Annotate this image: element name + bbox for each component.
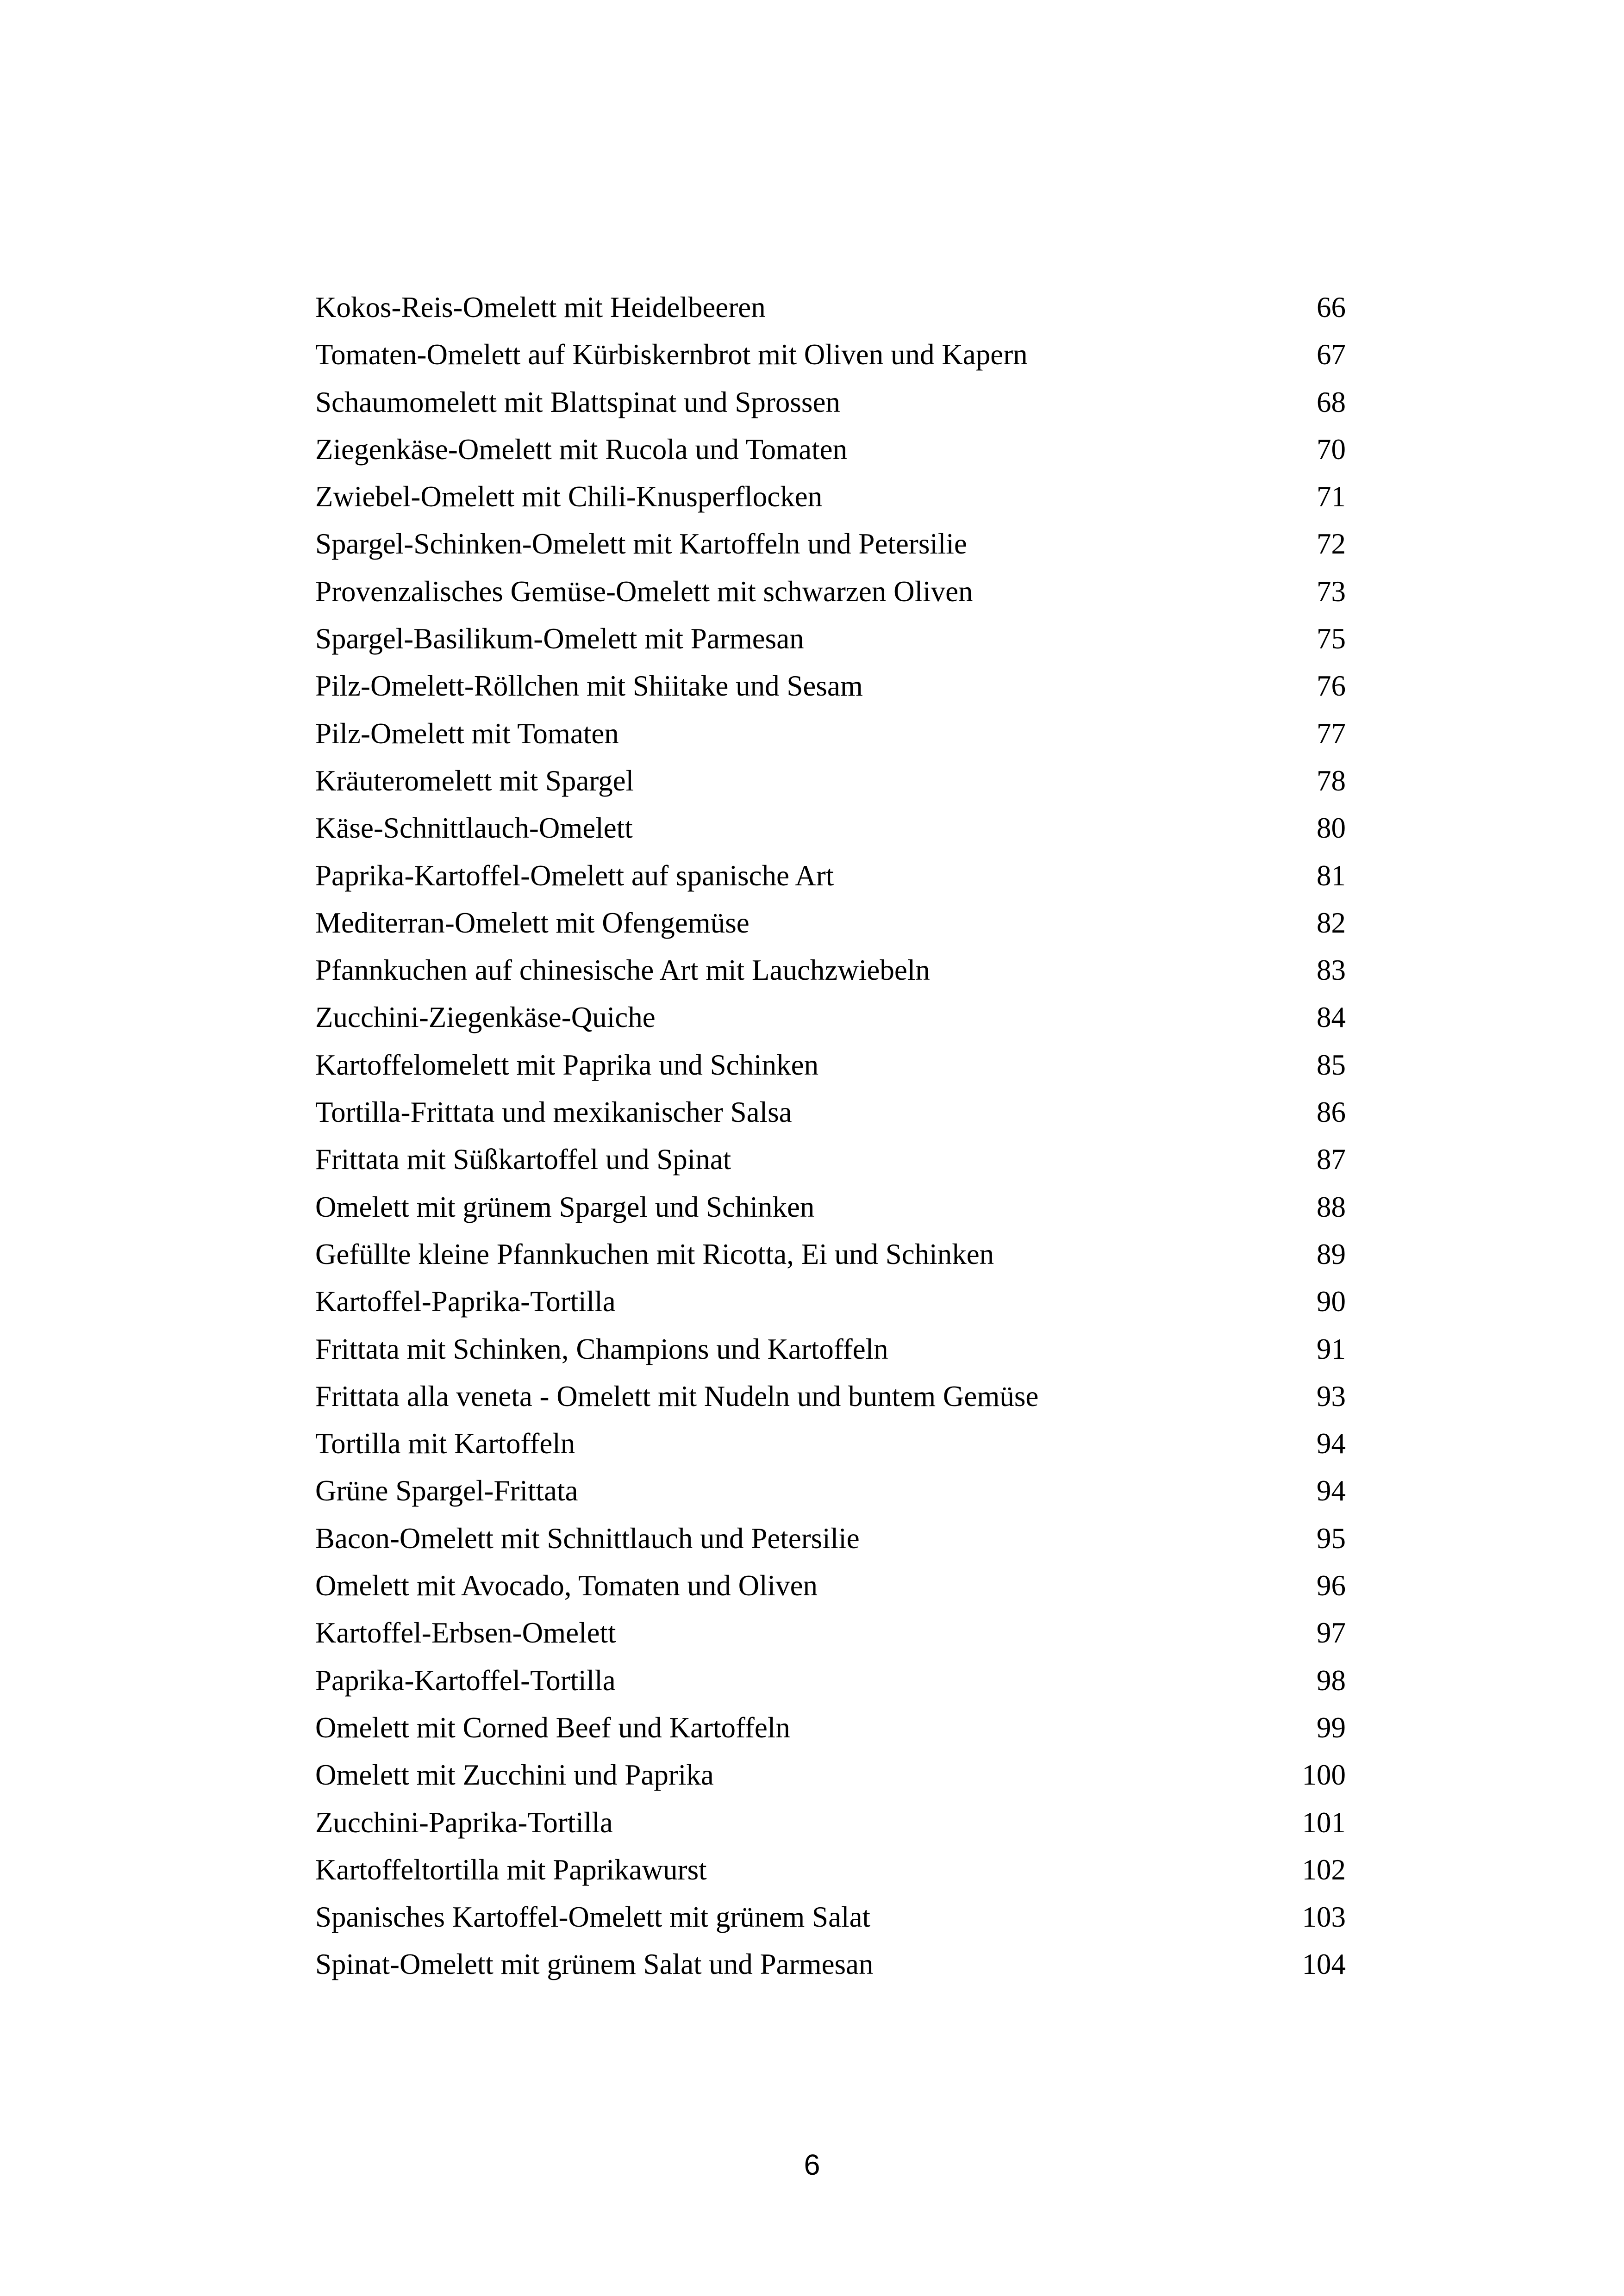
toc-entry-title: Kartoffeltortilla mit Paprikawurst [315, 1853, 707, 1886]
toc-entry[interactable] [315, 1237, 1346, 1284]
toc-entry-title: Kartoffel-Erbsen-Omelett [315, 1617, 616, 1649]
toc-entry-title: Bacon-Omelett mit Schnittlauch und Petersilie [315, 1522, 860, 1555]
toc-entry[interactable] [315, 1332, 1346, 1379]
toc-entry[interactable] [315, 1852, 1346, 1899]
toc-entry[interactable] [315, 1189, 1346, 1237]
toc-entry-page: 85 [1317, 1048, 1346, 1081]
toc-entry[interactable] [315, 1805, 1346, 1852]
toc-entry[interactable] [315, 1426, 1346, 1473]
toc-entry-page: 71 [1317, 480, 1346, 513]
toc-entry-title: Spargel-Basilikum-Omelett mit Parmesan [315, 622, 804, 655]
toc-entry[interactable] [315, 1473, 1346, 1520]
toc-entry-title: Tortilla mit Kartoffeln [315, 1427, 575, 1460]
toc-entry-page: 78 [1317, 764, 1346, 797]
toc-entry-page: 75 [1317, 622, 1346, 655]
toc-entry[interactable] [315, 1899, 1346, 1947]
toc-entry-page: 72 [1317, 528, 1346, 560]
toc-entry[interactable] [315, 1047, 1346, 1095]
toc-entry-page: 84 [1317, 1001, 1346, 1034]
toc-entry-page: 91 [1317, 1332, 1346, 1365]
toc-entry-page: 70 [1317, 433, 1346, 466]
table-of-contents [315, 290, 1346, 1994]
toc-entry[interactable] [315, 1757, 1346, 1804]
toc-entry-title: Frittata alla veneta - Omelett mit Nudeln und buntem Gemüse [315, 1380, 1039, 1412]
toc-entry-page: 93 [1317, 1380, 1346, 1412]
toc-entry[interactable] [315, 574, 1346, 621]
toc-entry-page: 99 [1317, 1711, 1346, 1744]
toc-entry-page: 83 [1317, 954, 1346, 987]
toc-entry[interactable] [315, 1521, 1346, 1568]
toc-entry-title: Omelett mit Corned Beef und Kartoffeln [315, 1711, 790, 1744]
toc-entry-title: Omelett mit grünem Spargel und Schinken [315, 1190, 815, 1223]
toc-entry[interactable] [315, 1142, 1346, 1189]
toc-entry[interactable] [315, 810, 1346, 858]
toc-entry[interactable] [315, 952, 1346, 1000]
toc-entry-title: Ziegenkäse-Omelett mit Rucola und Tomaten [315, 433, 848, 466]
toc-entry-page: 102 [1302, 1853, 1346, 1886]
toc-entry-page: 95 [1317, 1522, 1346, 1555]
toc-entry[interactable] [315, 1568, 1346, 1615]
toc-entry[interactable] [315, 905, 1346, 952]
toc-entry[interactable] [315, 290, 1346, 337]
toc-entry-title: Kräuteromelett mit Spargel [315, 764, 634, 797]
toc-entry-title: Kartoffelomelett mit Paprika und Schinken [315, 1048, 819, 1081]
toc-entry-page: 103 [1302, 1901, 1346, 1934]
toc-entry-title: Spanisches Kartoffel-Omelett mit grünem Salat [315, 1901, 871, 1934]
toc-entry-title: Paprika-Kartoffel-Tortilla [315, 1664, 616, 1697]
toc-entry-title: Gefüllte kleine Pfannkuchen mit Ricotta, Ei und Schinken [315, 1238, 994, 1270]
toc-entry[interactable] [315, 1663, 1346, 1710]
toc-entry-page: 100 [1302, 1759, 1346, 1792]
toc-entry-page: 68 [1317, 386, 1346, 418]
toc-entry-title: Mediterran-Omelett mit Ofengemüse [315, 906, 750, 939]
toc-entry-page: 90 [1317, 1285, 1346, 1318]
toc-entry[interactable] [315, 716, 1346, 763]
toc-entry-page: 89 [1317, 1238, 1346, 1270]
toc-entry-title: Pilz-Omelett-Röllchen mit Shiitake und Sesam [315, 670, 863, 703]
toc-entry-page: 67 [1317, 338, 1346, 371]
toc-entry-title: Zwiebel-Omelett mit Chili-Knusperflocken [315, 480, 823, 513]
toc-entry[interactable] [315, 858, 1346, 905]
toc-entry[interactable] [315, 337, 1346, 384]
toc-entry-title: Spinat-Omelett mit grünem Salat und Parmesan [315, 1948, 874, 1981]
toc-entry[interactable] [315, 1095, 1346, 1142]
toc-entry-title: Käse-Schnittlauch-Omelett [315, 812, 633, 845]
toc-entry-title: Schaumomelett mit Blattspinat und Sprossen [315, 386, 840, 418]
toc-entry-page: 81 [1317, 859, 1346, 892]
toc-entry-page: 94 [1317, 1475, 1346, 1507]
toc-entry[interactable] [315, 1379, 1346, 1426]
toc-entry[interactable] [315, 621, 1346, 668]
toc-entry-title: Omelett mit Zucchini und Paprika [315, 1759, 714, 1792]
toc-entry-title: Provenzalisches Gemüse-Omelett mit schwarzen Oliven [315, 575, 973, 608]
toc-entry-title: Kokos-Reis-Omelett mit Heidelbeeren [315, 291, 766, 324]
toc-entry[interactable] [315, 1710, 1346, 1757]
toc-entry-title: Zucchini-Ziegenkäse-Quiche [315, 1001, 656, 1034]
toc-entry-page: 97 [1317, 1617, 1346, 1649]
toc-entry[interactable] [315, 1947, 1346, 1994]
toc-entry-title: Pilz-Omelett mit Tomaten [315, 717, 619, 750]
toc-entry[interactable] [315, 1615, 1346, 1662]
toc-entry-title: Pfannkuchen auf chinesische Art mit Lauchzwiebeln [315, 954, 930, 987]
toc-entry-page: 80 [1317, 812, 1346, 845]
toc-entry-page: 73 [1317, 575, 1346, 608]
toc-entry[interactable] [315, 526, 1346, 573]
toc-entry-page: 87 [1317, 1143, 1346, 1176]
toc-entry-page: 101 [1302, 1806, 1346, 1839]
toc-entry-page: 104 [1302, 1948, 1346, 1981]
toc-entry-page: 96 [1317, 1569, 1346, 1602]
toc-entry-page: 94 [1317, 1427, 1346, 1460]
toc-entry-title: Zucchini-Paprika-Tortilla [315, 1806, 613, 1839]
toc-entry-title: Frittata mit Süßkartoffel und Spinat [315, 1143, 731, 1176]
toc-entry[interactable] [315, 385, 1346, 432]
toc-entry-page: 98 [1317, 1664, 1346, 1697]
toc-entry-title: Spargel-Schinken-Omelett mit Kartoffeln und Petersilie [315, 528, 967, 560]
toc-entry-page: 88 [1317, 1190, 1346, 1223]
toc-entry-title: Kartoffel-Paprika-Tortilla [315, 1285, 616, 1318]
toc-entry-page: 66 [1317, 291, 1346, 324]
toc-entry-title: Grüne Spargel-Frittata [315, 1475, 578, 1507]
toc-entry-page: 76 [1317, 670, 1346, 703]
toc-entry[interactable] [315, 1000, 1346, 1047]
toc-entry-page: 86 [1317, 1096, 1346, 1129]
toc-entry[interactable] [315, 763, 1346, 810]
toc-entry-title: Tomaten-Omelett auf Kürbiskernbrot mit Oliven und Kapern [315, 338, 1028, 371]
page-number: 6 [804, 2149, 820, 2181]
toc-entry[interactable] [315, 432, 1346, 479]
toc-entry[interactable] [315, 668, 1346, 716]
toc-entry-title: Omelett mit Avocado, Tomaten und Oliven [315, 1569, 818, 1602]
toc-entry-page: 82 [1317, 906, 1346, 939]
toc-entry[interactable] [315, 479, 1346, 526]
toc-entry-title: Paprika-Kartoffel-Omelett auf spanische Art [315, 859, 834, 892]
toc-entry-page: 77 [1317, 717, 1346, 750]
toc-entry-title: Frittata mit Schinken, Champions und Kartoffeln [315, 1332, 888, 1365]
toc-entry[interactable] [315, 1284, 1346, 1331]
toc-entry-title: Tortilla-Frittata und mexikanischer Salsa [315, 1096, 792, 1129]
